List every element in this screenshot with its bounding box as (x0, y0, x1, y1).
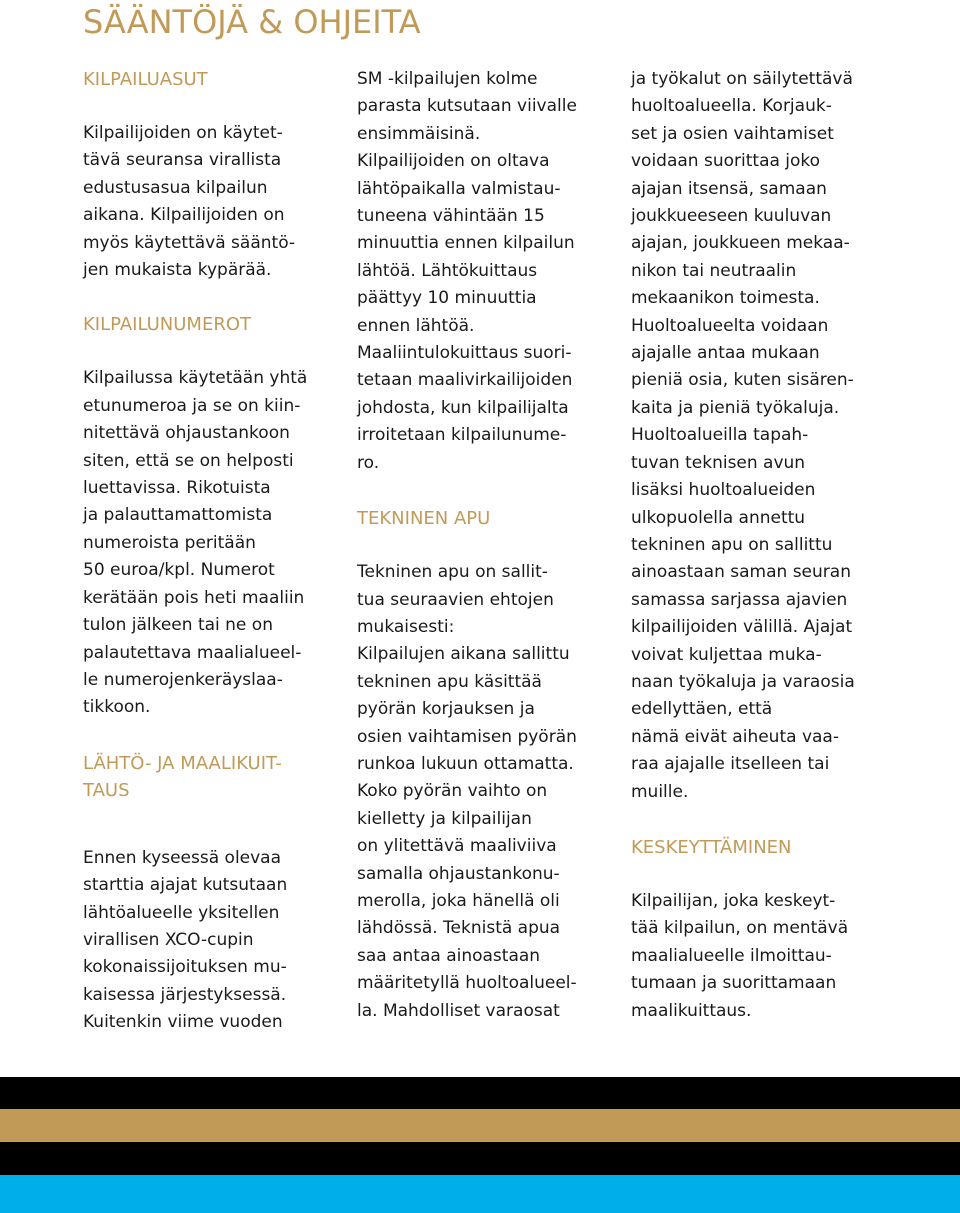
text-line: edellyttäen, että (631, 699, 773, 720)
section-heading (83, 66, 345, 93)
footer-band-black-bottom (0, 1142, 960, 1175)
text-line: ajajan, joukkueen mekaa- (631, 233, 850, 254)
text-line: nikon tai neutraalin (631, 260, 797, 281)
text-line: ja työkalut on säilytettävä (631, 69, 853, 89)
column-3 (631, 66, 893, 1025)
section-heading (83, 750, 345, 804)
text-line: tuneena vähintään 15 (357, 206, 545, 227)
text-line: maalikuittaus. (631, 1000, 752, 1021)
text-line: joukkueeseen kuuluvan (631, 206, 832, 227)
text-line: ajajalle antaa mukaan (631, 343, 820, 364)
text-line: samassa sarjassa ajavien (631, 589, 848, 610)
text-line: kerätään pois heti maaliin (83, 587, 305, 608)
text-line: tekninen apu käsittää (357, 671, 542, 692)
paragraph (357, 66, 619, 477)
text-line: tumaan ja suorittamaan (631, 973, 837, 994)
text-line: ensimmäisinä. (357, 123, 481, 144)
text-line: voidaan suorittaa joko (631, 151, 821, 172)
text-line: kokonaissijoituksen mu- (83, 957, 287, 978)
spacer (631, 806, 893, 834)
footer-band-black-top (0, 1077, 960, 1109)
text-line: raa ajajalle itselleen tai (631, 754, 830, 775)
text-line: tetaan maalivirkailijoiden (357, 370, 573, 391)
spacer (83, 284, 345, 311)
text-line: Kilpailussa käytetään yhtä (83, 368, 308, 389)
text-line: Tekninen apu on sallit- (357, 562, 548, 583)
text-line: ulkopuolella annettu (631, 507, 806, 528)
text-line: lähtöä. Lähtökuittaus (357, 260, 538, 281)
text-line: lähtöpaikalla valmistau- (357, 178, 561, 199)
footer-band-gold (0, 1109, 960, 1142)
heading-line: KILPAILUASUT (83, 69, 208, 90)
spacer (357, 532, 619, 559)
section-heading (631, 834, 893, 861)
footer-band-blue (0, 1175, 960, 1213)
text-line: la. Mahdolliset varaosat (357, 1000, 560, 1021)
text-line: lisäksi huoltoalueiden (631, 480, 816, 501)
text-line: tikkoon. (83, 697, 151, 718)
text-line: parasta kutsutaan viivalle (357, 96, 577, 117)
text-line: tulon jälkeen tai ne on (83, 615, 273, 636)
text-line: Huoltoalueilla tapah- (631, 425, 809, 446)
text-line: myös käytettävä sääntö- (83, 232, 296, 253)
spacer (83, 338, 345, 365)
spacer (631, 861, 893, 888)
text-line: edustusasua kilpailun (83, 177, 268, 198)
text-line: set ja osien vaihtamiset (631, 123, 834, 144)
spacer (83, 722, 345, 750)
text-line: on ylitettävä maaliviiva (357, 836, 557, 857)
text-line: kilpailijoiden välillä. Ajajat (631, 617, 853, 638)
text-line: nitettävä ohjaustankoon (83, 423, 290, 444)
text-line: 50 euroa/kpl. Numerot (83, 560, 275, 581)
text-line: tekninen apu on sallittu (631, 534, 833, 555)
text-line: kaisessa järjestyksessä. (83, 984, 287, 1005)
text-line: Maaliintulokuittaus suori- (357, 343, 572, 364)
text-line: huoltoalueella. Korjauk- (631, 96, 832, 117)
text-line: tävä seuransa virallista (83, 150, 282, 171)
heading-line: LÄHTÖ- JA MAALIKUIT- (83, 752, 282, 774)
heading-line: KILPAILUNUMEROT (83, 314, 251, 336)
text-line: pyörän korjauksen ja (357, 699, 535, 720)
heading-line: TAUS (83, 779, 130, 801)
paragraph (631, 66, 893, 806)
text-line: tua seuraavien ehtojen (357, 589, 554, 610)
text-line: nämä eivät aiheuta vaa- (631, 726, 839, 747)
text-line: kaita ja pieniä työkaluja. (631, 397, 840, 418)
text-line: Kilpailujen aikana sallittu (357, 644, 570, 665)
text-line: siten, että se on helposti (83, 450, 294, 471)
text-line: ro. (357, 452, 380, 473)
text-line: luettavissa. Rikotuista (83, 478, 271, 499)
text-line: lähdössä. Teknistä apua (357, 918, 561, 939)
heading-line: KESKEYTTÄMINEN (631, 836, 792, 858)
text-line: mukaisesti: (357, 616, 455, 637)
text-line: runkoa lukuun ottamatta. (357, 753, 574, 774)
text-line: ja palauttamattomista (83, 505, 273, 526)
text-line: maalialueelle ilmoittau- (631, 945, 832, 966)
column-1 (83, 66, 345, 1037)
text-line: kielletty ja kilpailijan (357, 808, 532, 829)
text-line: lähtöalueelle yksitellen (83, 902, 280, 923)
text-line: tää kilpailun, on mentävä (631, 918, 849, 939)
text-line: saa antaa ainoastaan (357, 945, 541, 966)
text-line: muille. (631, 781, 689, 802)
text-line: pieniä osia, kuten sisären- (631, 370, 854, 391)
text-line: määritetyllä huoltoalueel- (357, 973, 577, 994)
text-line: irroitetaan kilpailunume- (357, 425, 567, 446)
text-line: minuuttia ennen kilpailun (357, 233, 575, 254)
text-line: le numerojenkeräyslaa- (83, 669, 283, 690)
text-line: johdosta, kun kilpailijalta (357, 397, 569, 418)
text-line: päättyy 10 minuuttia (357, 288, 537, 309)
paragraph (83, 845, 345, 1037)
spacer (357, 477, 619, 505)
text-line: jen mukaista kypärää. (83, 260, 272, 281)
section-heading (357, 505, 619, 532)
text-line: starttia ajajat kutsutaan (83, 875, 288, 896)
text-line: palautettava maalialueel- (83, 642, 302, 663)
spacer (83, 93, 345, 120)
text-line: SM -kilpailujen kolme (357, 69, 538, 89)
text-line: aikana. Kilpailijoiden on (83, 205, 285, 226)
text-line: merolla, joka hänellä oli (357, 890, 560, 911)
text-line: tuvan teknisen avun (631, 452, 806, 473)
text-line: Huoltoalueelta voidaan (631, 315, 829, 336)
text-line: virallisen XCO-cupin (83, 929, 254, 950)
section-heading (83, 311, 345, 338)
text-line: voivat kuljettaa muka- (631, 644, 822, 665)
text-line: ainoastaan saman seuran (631, 562, 851, 583)
paragraph (357, 559, 619, 1025)
text-line: Kilpailijoiden on oltava (357, 151, 550, 172)
heading-line: TEKNINEN APU (357, 508, 491, 530)
text-line: etunumeroa ja se on kiin- (83, 395, 301, 416)
text-line: naan työkaluja ja varaosia (631, 671, 855, 692)
text-line: ajajan itsensä, samaan (631, 178, 827, 199)
text-line: Koko pyörän vaihto on (357, 781, 548, 802)
page-title: SÄÄNTÖJÄ & OHJEITA (83, 3, 421, 41)
paragraph (83, 365, 345, 721)
text-line: Kilpailijoiden on käytet- (83, 123, 283, 143)
column-2 (357, 66, 619, 1025)
text-line: osien vaihtamisen pyörän (357, 726, 577, 747)
text-line: Kilpailijan, joka keskeyt- (631, 890, 836, 911)
paragraph (83, 120, 345, 284)
text-line: Kuitenkin viime vuoden (83, 1012, 283, 1033)
spacer (83, 804, 345, 845)
text-line: samalla ohjaustankonu- (357, 863, 560, 884)
text-line: Ennen kyseessä olevaa (83, 847, 282, 868)
paragraph (631, 888, 893, 1025)
text-line: mekaanikon toimesta. (631, 288, 820, 309)
text-line: ennen lähtöä. (357, 315, 475, 336)
text-line: numeroista peritään (83, 532, 256, 553)
